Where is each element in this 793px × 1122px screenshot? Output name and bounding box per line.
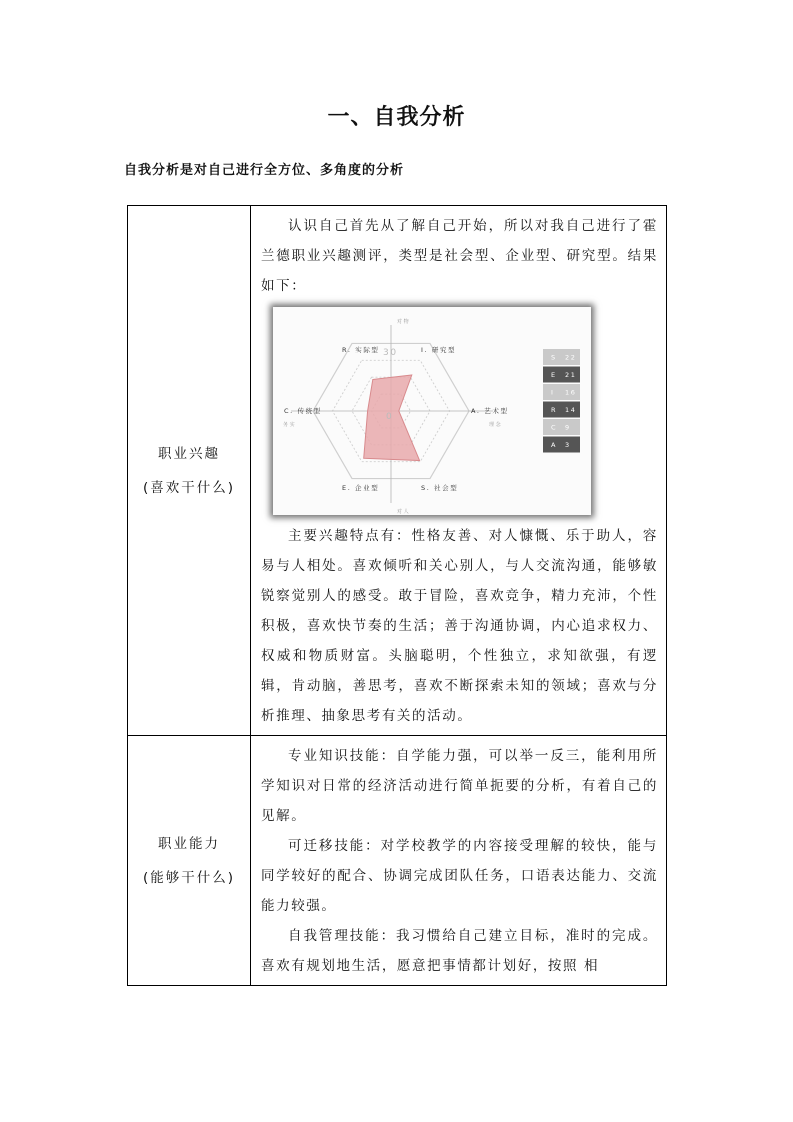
- row-label-interest: [128, 206, 251, 736]
- legend-swatch: [543, 419, 580, 435]
- summary-paragraph: 主要兴趣特点有：性格友善、对人慷慨、乐于助人，容易与人相处。喜欢倾听和关心别人，与人交流沟通，能够敏锐察觉别人的感受。敢于冒险，喜欢竞争，精力充沛，个性积极，喜欢快节奏的生活；善于沟通协调，内心追求权力、权威和物质财富。头脑聪明，个性独立，求知欲强，有逻辑，肯动脑，善思考，喜欢不断探索未知的领域；喜欢与分析推理、抽象思考有关的活动。: [261, 528, 658, 724]
- legend-score: 21: [565, 371, 577, 379]
- legend-code: E: [551, 371, 557, 379]
- table-row: [128, 206, 667, 736]
- legend-score: 3: [565, 441, 571, 449]
- axis-label-e: E. 企业型: [342, 484, 380, 492]
- scale-max-label: 30: [383, 348, 398, 358]
- legend-score: 9: [565, 423, 571, 432]
- scale-min-label: 0: [386, 412, 394, 422]
- holland-radar-chart: [273, 307, 591, 515]
- analysis-table: [127, 205, 667, 986]
- outer-label-right: 理念: [489, 422, 503, 428]
- row-content-interest: [251, 206, 667, 736]
- legend-code: C: [551, 423, 558, 432]
- table-row: [128, 736, 667, 986]
- legend-score: 16: [565, 388, 577, 397]
- radar-legend: [543, 349, 580, 453]
- label-line: 职业能力: [158, 835, 221, 852]
- label-line: 职业兴趣: [158, 445, 221, 462]
- skill-paragraph-self-management: 自我管理技能：我习惯给自己建立目标，准时的完成。喜欢有规划地生活，愿意把事情都计划好，按照 相: [261, 928, 658, 974]
- row-label-ability: [128, 736, 251, 986]
- legend-code: I: [551, 388, 555, 397]
- outer-label-top: 对物: [397, 319, 411, 325]
- page-title: 一、自我分析: [327, 105, 466, 130]
- legend-code: S: [551, 353, 557, 362]
- outer-label-left: 务实: [283, 422, 297, 428]
- skill-paragraph-transferable: 可迁移技能：对学校教学的内容接受理解的较快，能与同学较好的配合、协调完成团队任务，口语表达能力、交流能力较强。: [261, 838, 658, 914]
- intro-paragraph: 认识自己首先从了解自己开始，所以对我自己进行了霍兰德职业兴趣测评，类型是社会型、企业型、研究型。结果如下：: [261, 218, 658, 294]
- outer-label-bottom: 对人: [397, 509, 411, 515]
- label-line: (喜欢干什么): [142, 479, 236, 496]
- legend-code: A: [551, 441, 558, 449]
- axis-label-s: S. 社会型: [421, 484, 459, 492]
- radar-svg: [273, 307, 591, 515]
- legend-score: 22: [565, 353, 577, 362]
- axis-label-c: C. 传统型: [284, 407, 322, 415]
- legend-score: 14: [565, 406, 577, 414]
- axis-label-i: I. 研究型: [421, 346, 457, 354]
- skill-paragraph-professional: 专业知识技能：自学能力强，可以举一反三，能利用所学知识对日常的经济活动进行简单扼要的分析，有着自己的见解。: [261, 748, 658, 824]
- label-line: (能够干什么): [142, 869, 236, 886]
- legend-swatch: [543, 437, 580, 453]
- section-subtitle: 自我分析是对自己进行全方位、多角度的分析: [124, 163, 405, 178]
- axis-label-a: A. 艺术型: [471, 407, 509, 415]
- axis-label-r: R. 实际型: [342, 346, 380, 354]
- row-content-ability: [251, 736, 667, 986]
- legend-code: R: [551, 406, 558, 414]
